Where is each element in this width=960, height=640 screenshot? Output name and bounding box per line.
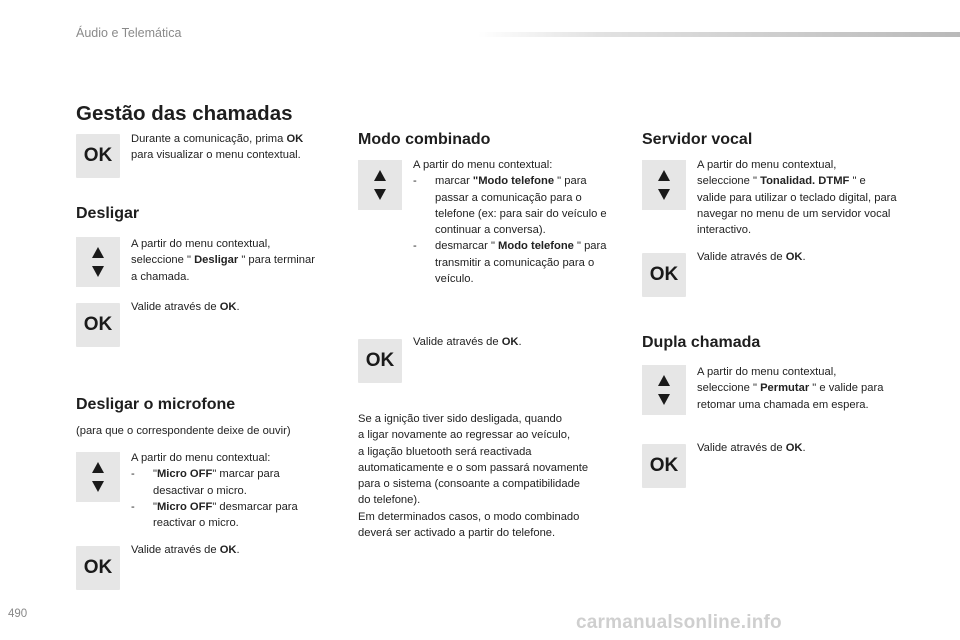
combinado-paragraph: Se a ignição tiver sido desligada, quando a ligar novamente ao regressar ao veículo, a ligação bluetooth será reactivada automaticamente e o som passará novamente para o sistema (consoante a compatibilidade do telefone). Em determinados casos, o modo combinado deverá ser activado a partir do telefone. [358,413,589,540]
dupla-valide: Valide através de OK. [697,442,806,454]
ok-button-icon: OK [76,303,120,347]
combinado-valide: Valide através de OK. [413,336,522,348]
header-bar [478,32,960,37]
header-title: Áudio e Telemática [76,26,182,40]
microfone-note: (para que o correspondente deixe de ouvir) [76,425,291,437]
page-title: Gestão das chamadas [76,102,293,125]
section-title-dupla: Dupla chamada [642,334,761,351]
list-item: - desmarcar " Modo telefone " para transmitir a comunicação para o veículo. [413,240,607,286]
page-number: 490 [8,608,28,620]
list-item: - "Micro OFF" desmarcar para reactivar o micro. [131,500,298,530]
up-down-arrows-icon [642,365,686,415]
up-down-arrows-icon [358,160,402,210]
ok-button-icon: OK [76,546,120,590]
microfone-valide: Valide através de OK. [131,544,240,556]
section-title-servidor: Servidor vocal [642,131,753,148]
watermark: carmanualsonline.info [576,612,782,633]
desligar-valide: Valide através de OK. [131,301,240,313]
section-title-combinado: Modo combinado [358,131,491,148]
gestao-intro: Durante a comunicação, prima OK para visualizar o menu contextual. [131,133,304,162]
ok-button-icon: OK [642,253,686,297]
list-item: - marcar "Modo telefone " para passar a comunicação para o telefone (ex: para sair do veículo e continuar a conversa). [413,175,607,237]
microfone-text: A partir do menu contextual: - "Micro OFF" marcar para desactivar o micro. - "Micro OFF" desmarcar para reactivar o micro. [131,450,331,531]
ok-button-icon: OK [358,339,402,383]
section-title-microfone: Desligar o microfone [76,396,236,413]
section-title-desligar: Desligar [76,205,140,222]
servidor-text: A partir do menu contextual, seleccione " Tonalidad. DTMF " e valide para utilizar o teclado digital, para navegar no menu de um servidor vocal interactivo. [697,159,897,237]
ok-button-icon: OK [76,134,120,178]
list-item: - "Micro OFF" marcar para desactivar o micro. [131,468,280,497]
combinado-text: A partir do menu contextual: - marcar "Modo telefone " para passar a comunicação para o telefone (ex: para sair do veículo e continuar a conversa). - desmarcar " Modo telefone " para transmitir a comunicação para o veículo. [413,157,621,287]
dupla-text: A partir do menu contextual, seleccione " Permutar " e valide para retomar uma chamada em espera. [697,366,884,411]
servidor-valide: Valide através de OK. [697,251,806,263]
ok-button-icon: OK [642,444,686,488]
up-down-arrows-icon [642,160,686,210]
desligar-text: A partir do menu contextual, seleccione " Desligar " para terminar a chamada. [131,238,315,283]
up-down-arrows-icon [76,452,120,502]
up-down-arrows-icon [76,237,120,287]
